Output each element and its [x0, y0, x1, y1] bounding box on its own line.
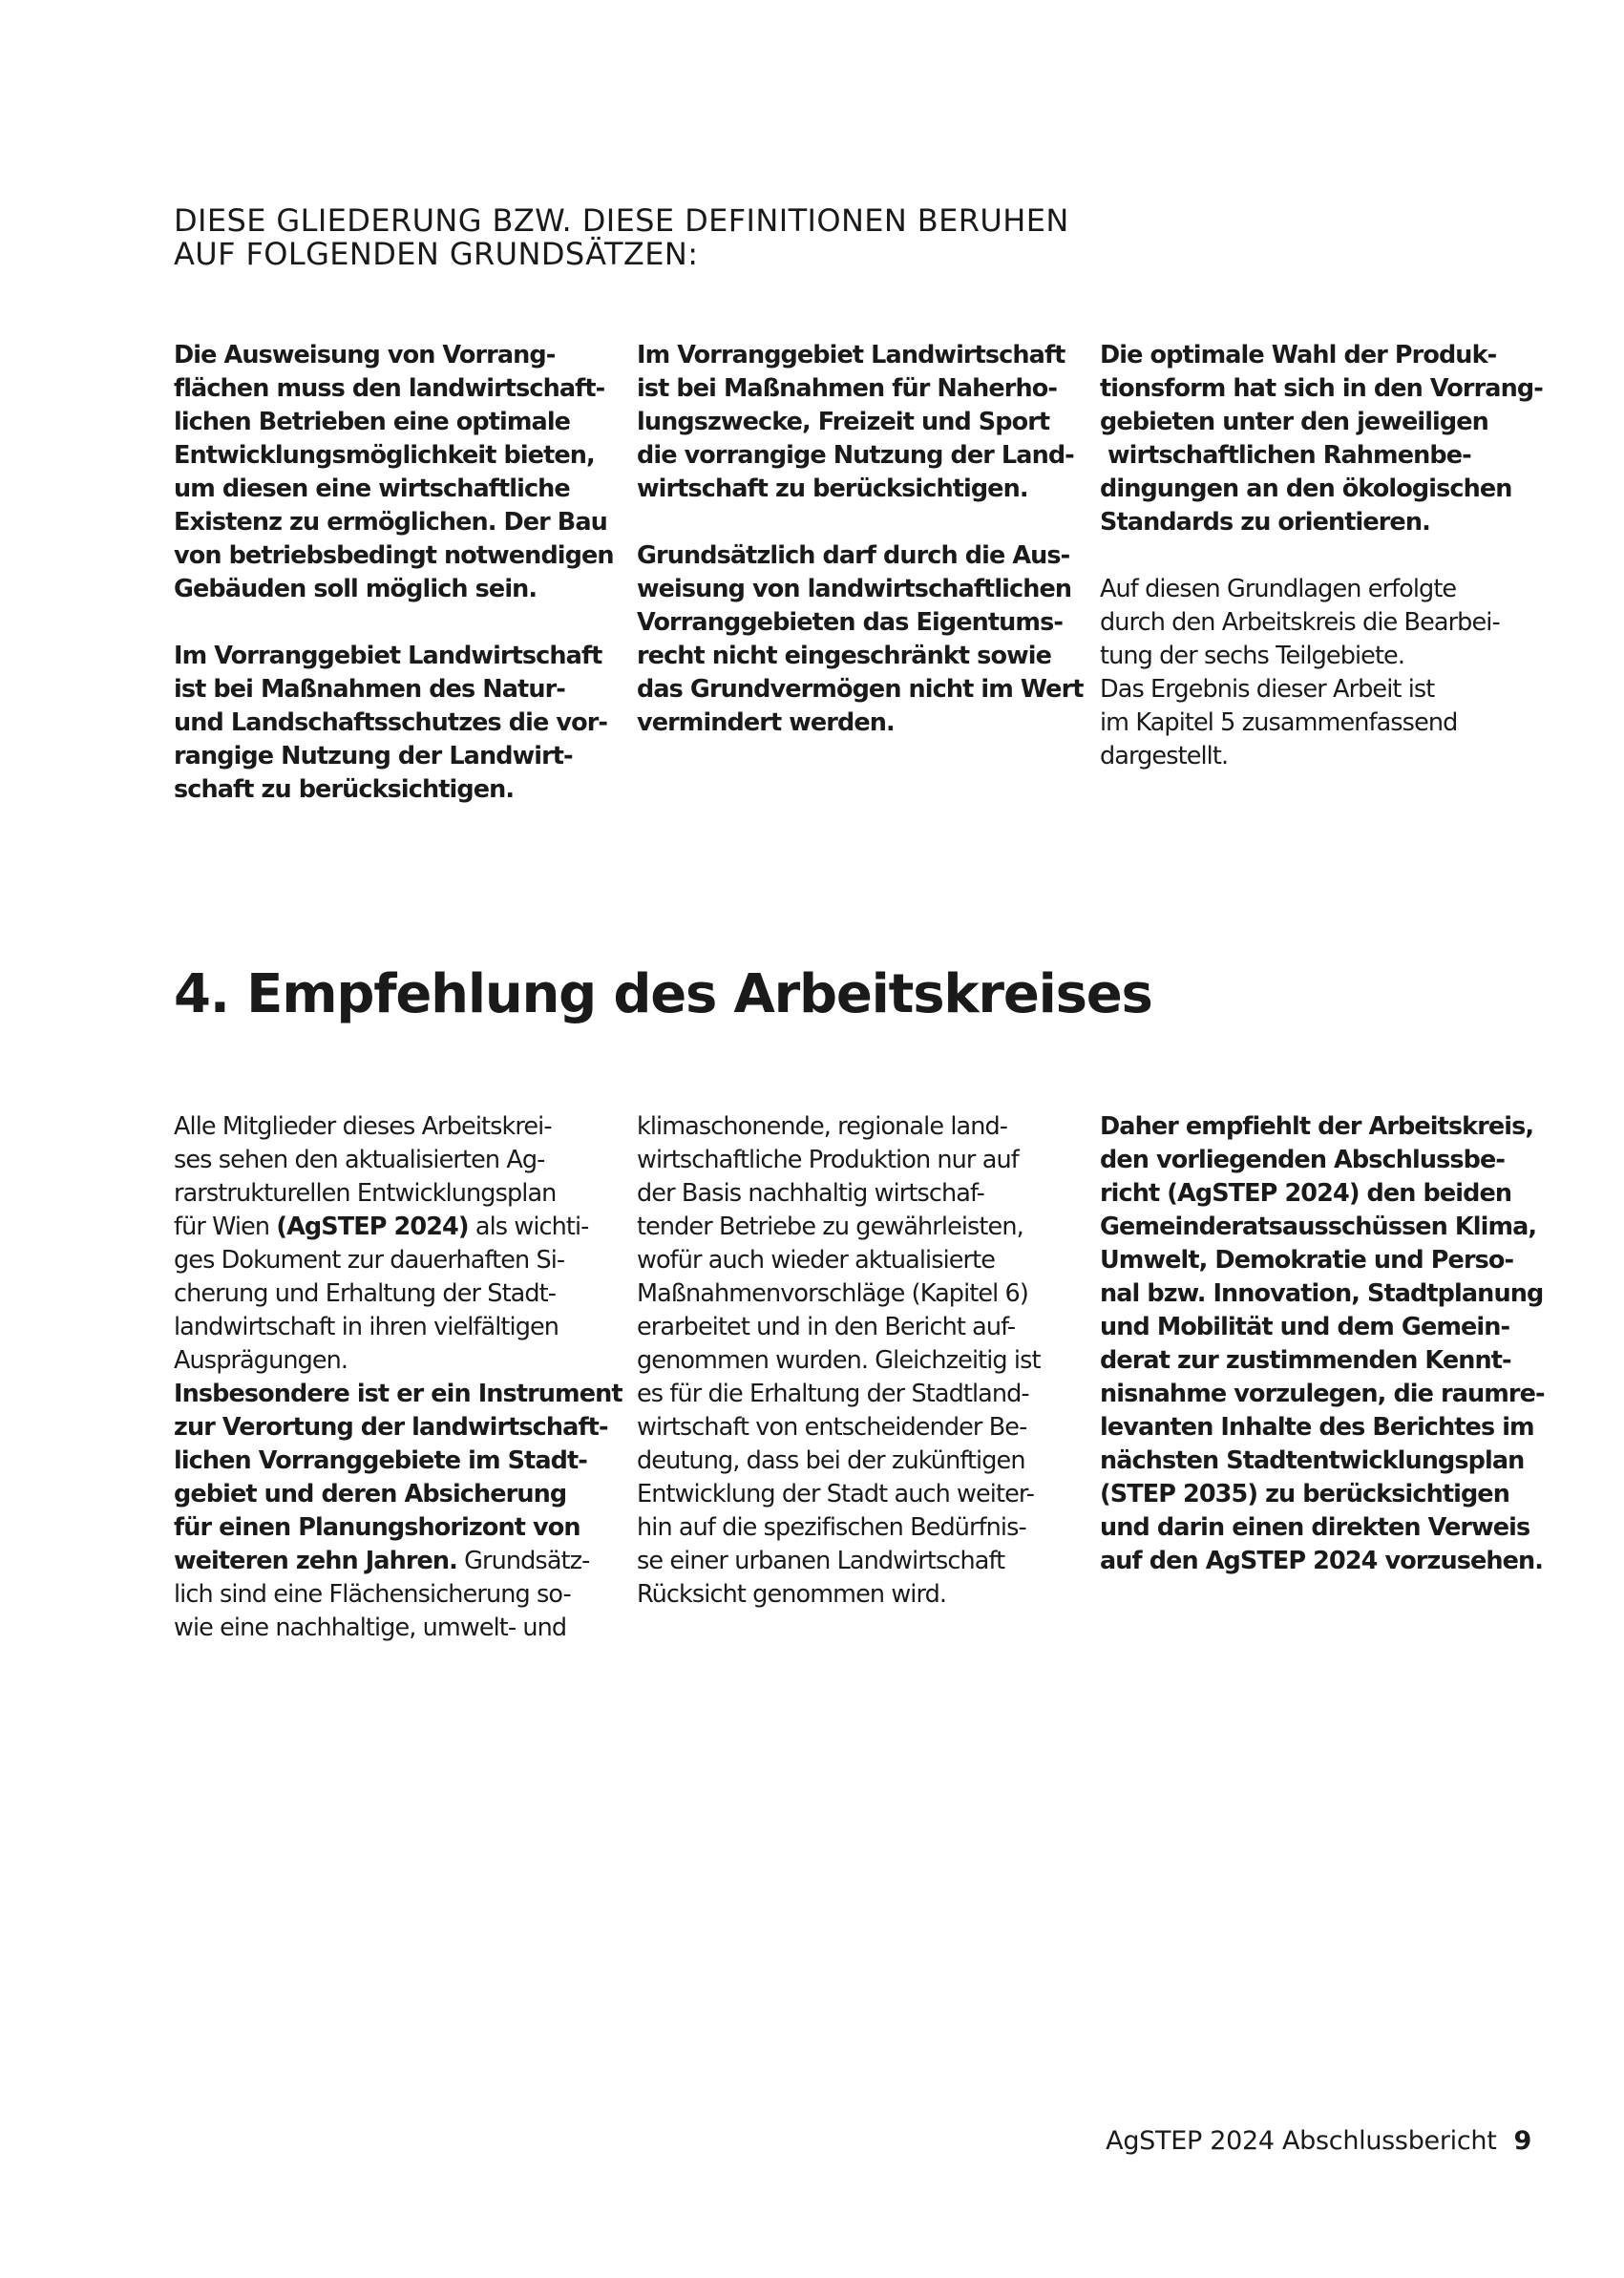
- text-line: levanten Inhalte des Berichtes im: [1100, 1413, 1534, 1442]
- text-line: nächsten Stadtentwicklungsplan: [1100, 1446, 1525, 1475]
- text-line: Die optimale Wahl der Produk-: [1100, 341, 1497, 369]
- text-line: cherung und Erhaltung der Stadt-: [174, 1279, 557, 1308]
- text-line: nisnahme vorzulegen, die raumre-: [1100, 1380, 1545, 1408]
- text-line: genommen wurden. Gleichzeitig ist: [637, 1346, 1041, 1375]
- text-line: [174, 606, 622, 640]
- text-line: ses sehen den aktualisierten Ag-: [174, 1146, 545, 1174]
- text-line: um diesen eine wirtschaftliche: [174, 475, 570, 503]
- principles-heading: [174, 204, 1128, 271]
- text-run: für Wien: [174, 1213, 277, 1241]
- text-run-bold: (AgSTEP 2024): [276, 1213, 469, 1241]
- recommendation-column-3: [1100, 1110, 1549, 1578]
- text-line: lich sind eine Flächensicherung so-: [174, 1580, 571, 1609]
- text-line: Umwelt, Demokratie und Perso-: [1100, 1246, 1514, 1275]
- text-line: tung der sechs Teilgebiete.: [1100, 642, 1405, 670]
- text-line: tender Betriebe zu gewährleisten,: [637, 1213, 1023, 1241]
- text-line: [174, 1211, 622, 1244]
- text-line: weisung von landwirtschaftlichen: [637, 575, 1072, 603]
- text-line: lungszwecke, Freizeit und Sport: [637, 408, 1050, 436]
- text-line: gebieten unter den jeweiligen: [1100, 408, 1488, 436]
- text-line: [174, 1545, 622, 1578]
- section-title: 4. Empfehlung des Arbeitskreises: [174, 963, 1152, 1025]
- text-run: Grundsätz-: [456, 1547, 590, 1575]
- text-line: durch den Arbeitskreis die Bearbei-: [1100, 608, 1500, 637]
- text-line: landwirtschaft in ihren vielfältigen: [174, 1313, 559, 1341]
- text-line: den vorliegenden Abschlussbe-: [1100, 1146, 1506, 1174]
- text-line: Maßnahmenvorschläge (Kapitel 6): [637, 1279, 1028, 1308]
- text-line: Die Ausweisung von Vorrang-: [174, 341, 556, 369]
- text-line: dingungen an den ökologischen: [1100, 475, 1512, 503]
- principles-column-3: [1100, 339, 1549, 773]
- text-line: ges Dokument zur dauerhaften Si-: [174, 1246, 565, 1275]
- recommendation-column-1: [174, 1110, 622, 1645]
- page-footer: [1106, 2126, 1531, 2156]
- text-line: wirtschaft zu berücksichtigen.: [637, 475, 1028, 503]
- text-line: zur Verortung der landwirtschaft-: [174, 1413, 608, 1442]
- text-line: rarstrukturellen Entwicklungsplan: [174, 1179, 557, 1208]
- text-line: dargestellt.: [1100, 742, 1229, 770]
- text-line: wirtschaftliche Produktion nur auf: [637, 1146, 1019, 1174]
- text-line: lichen Betrieben eine optimale: [174, 408, 571, 436]
- recommendation-column-2: [637, 1110, 1086, 1612]
- text-run-bold: weiteren zehn Jahren.: [174, 1547, 457, 1575]
- text-line: nal bzw. Innovation, Stadtplanung: [1100, 1279, 1544, 1308]
- text-line: Daher empfiehlt der Arbeitskreis,: [1100, 1112, 1534, 1141]
- text-line: gebiet und deren Absicherung: [174, 1480, 567, 1508]
- principles-column-2: [637, 339, 1086, 740]
- principles-heading-line: AUF FOLGENDEN GRUNDSÄTZEN:: [174, 236, 699, 272]
- text-line: Das Ergebnis dieser Arbeit ist: [1100, 675, 1435, 704]
- text-line: erarbeitet und in den Bericht auf-: [637, 1313, 1016, 1341]
- text-line: se einer urbanen Landwirtschaft: [637, 1547, 1005, 1575]
- text-line: Gemeinderatsausschüssen Klima,: [1100, 1213, 1537, 1241]
- text-line: derat zur zustimmenden Kennt-: [1100, 1346, 1511, 1375]
- text-line: wie eine nachhaltige, umwelt- und: [174, 1614, 567, 1642]
- text-line: recht nicht eingeschränkt sowie: [637, 642, 1051, 670]
- text-line: Existenz zu ermöglichen. Der Bau: [174, 508, 607, 537]
- footer-title: AgSTEP 2024 Abschlussbericht: [1106, 2126, 1497, 2156]
- text-line: rangige Nutzung der Landwirt-: [174, 742, 573, 770]
- text-line: hin auf die spezifischen Bedürfnis-: [637, 1513, 1026, 1542]
- text-line: schaft zu berücksichtigen.: [174, 775, 515, 804]
- text-line: Vorranggebieten das Eigentums-: [637, 608, 1064, 637]
- text-line: Auf diesen Grundlagen erfolgte: [1100, 575, 1457, 603]
- text-line: die vorrangige Nutzung der Land-: [637, 441, 1074, 470]
- text-line: von betriebsbedingt notwendigen: [174, 541, 614, 570]
- text-line: flächen muss den landwirtschaft-: [174, 374, 605, 403]
- text-line: und darin einen direkten Verweis: [1100, 1513, 1530, 1542]
- text-line: vermindert werden.: [637, 708, 895, 737]
- text-line: wirtschaft von entscheidender Be-: [637, 1413, 1027, 1442]
- principles-heading-line: DIESE GLIEDERUNG BZW. DIESE DEFINITIONEN BERUHEN: [174, 202, 1069, 239]
- text-line: der Basis nachhaltig wirtschaf-: [637, 1179, 984, 1208]
- text-line: tionsform hat sich in den Vorrang-: [1100, 374, 1543, 403]
- text-line: ist bei Maßnahmen des Natur-: [174, 675, 565, 704]
- text-line: Ausprägungen.: [174, 1346, 348, 1375]
- text-line: Entwicklungsmöglichkeit bieten,: [174, 441, 595, 470]
- text-line: Insbesondere ist er ein Instrument: [174, 1380, 622, 1408]
- text-line: das Grundvermögen nicht im Wert: [637, 675, 1084, 704]
- text-line: richt (AgSTEP 2024) den beiden: [1100, 1179, 1512, 1208]
- text-line: wirtschaftlichen Rahmenbe-: [1100, 441, 1471, 470]
- paragraph-gap: [1100, 539, 1549, 573]
- text-line: Alle Mitglieder dieses Arbeitskrei-: [174, 1112, 552, 1141]
- text-line: Grundsätzlich darf durch die Aus-: [637, 541, 1070, 570]
- text-line: und Landschaftsschutzes die vor-: [174, 708, 608, 737]
- text-line: Standards zu orientieren.: [1100, 508, 1430, 537]
- principles-column-1: [174, 339, 622, 807]
- text-line: es für die Erhaltung der Stadtland-: [637, 1380, 1029, 1408]
- text-line: für einen Planungshorizont von: [174, 1513, 580, 1542]
- text-line: [637, 506, 1086, 539]
- text-line: Gebäuden soll möglich sein.: [174, 575, 538, 603]
- text-run: als wichti-: [468, 1213, 589, 1241]
- text-line: lichen Vorranggebiete im Stadt-: [174, 1446, 587, 1475]
- text-line: deutung, dass bei der zukünftigen: [637, 1446, 1025, 1475]
- text-line: und Mobilität und dem Gemein-: [1100, 1313, 1510, 1341]
- text-line: Im Vorranggebiet Landwirtschaft: [637, 341, 1065, 369]
- text-line: Entwicklung der Stadt auch weiter-: [637, 1480, 1035, 1508]
- text-line: klimaschonende, regionale land-: [637, 1112, 1008, 1141]
- text-line: Rücksicht genommen wird.: [637, 1580, 947, 1609]
- text-line: (STEP 2035) zu berücksichtigen: [1100, 1480, 1509, 1508]
- text-line: Im Vorranggebiet Landwirtschaft: [174, 642, 602, 670]
- text-line: im Kapitel 5 zusammenfassend: [1100, 708, 1458, 737]
- text-line: auf den AgSTEP 2024 vorzusehen.: [1100, 1547, 1544, 1575]
- page-number: 9: [1513, 2126, 1531, 2156]
- text-line: ist bei Maßnahmen für Naherho-: [637, 374, 1058, 403]
- text-line: wofür auch wieder aktualisierte: [637, 1246, 996, 1275]
